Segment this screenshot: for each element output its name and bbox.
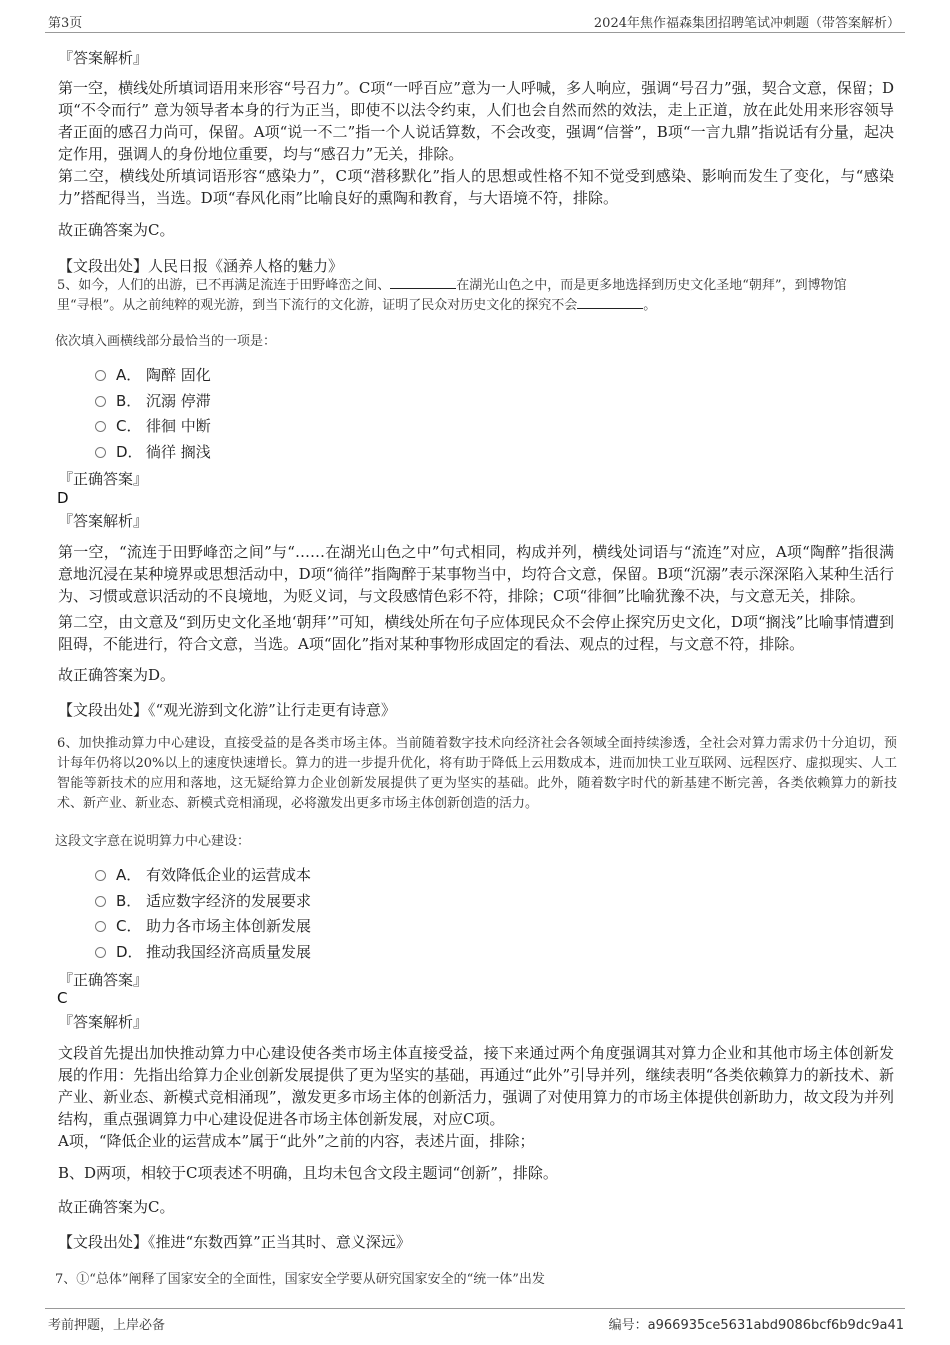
q6-analysis-label: 『答案解析』	[58, 1013, 149, 1031]
q5-source: 【文段出处】《“观光游到文化游”让行走更有诗意》	[58, 701, 396, 719]
radio-icon[interactable]	[95, 921, 106, 932]
q5-stem: 5、如今，人们的出游，已不再满足流连于田野峰峦之间、 在湖光山色之中，而是更多地选择到历史文化圣地“朝拜”，到博物馆 里“寻根”。从之前纯粹的观光游，到当下流行的文化游，证明了民众对历史文化的探究不会 。	[57, 278, 847, 313]
radio-icon[interactable]	[95, 947, 106, 958]
q6-analysis-p1: 文段首先提出加快推动算力中心建设使各类市场主体直接受益，接下来通过两个角度强调其对算力企业和其他市场主体创新发展的作用：先指出给算力企业创新发展提供了更为坚实的基础，再通过“此外”引导并列，继续表明“各类依赖算力的新技术、新产业、新业态、新模式竞相涌现”，激发更多市场主体的创新活力，强调了对使用算力的市场主体提供创新助力，故文段为并列结构，重点强调算力中心建设促进各市场主体创新发展，对应C项。	[58, 1044, 894, 1128]
radio-icon[interactable]	[95, 870, 106, 881]
radio-icon[interactable]	[95, 396, 106, 407]
q6-conclusion: 故正确答案为C。	[58, 1198, 175, 1216]
q5-analysis-p1: 第一空，“流连于田野峰峦之间”与“……在湖光山色之中”句式相同，构成并列，横线处词语与“流连”对应，A项“陶醉”指很满意地沉浸在某种境界或思想活动中，D项“徜徉”指陶醉于某事物当中，均符合文意，保留。B项“沉溺”表示深深陷入某种生活行为、习惯或意识活动的不良境地，为贬义词，与文段感情色彩不符，排除；C项“徘徊”比喻犹豫不决，与文意无关，排除。	[58, 543, 894, 605]
document-code: 编号：a966935ce5631abd9086bcf6b9dc9a41	[608, 1318, 904, 1333]
q5-option-c[interactable]: C． 徘徊 中断	[95, 415, 211, 435]
q5-prompt: 依次填入画横线部分最恰当的一项是：	[55, 334, 277, 349]
q5-analysis-p2: 第二空，由文意及“到历史文化圣地‘朝拜’”可知，横线处所在句子应体现民众不会停止探究历史文化，D项“搁浅”比喻事情遭到阻碍，不能进行，符合文意，当选。A项“固化”指对某种事物形成固定的看法、观点的过程，与文意不符，排除。	[58, 613, 894, 653]
q6-stem: 6、加快推动算力中心建设，直接受益的是各类市场主体。当前随着数字技术向经济社会各领域全面持续渗透，全社会对算力需求仍十分迫切，预计每年仍将以20%以上的速度快速增长。算力的进一步提升优化，将有助于降低上云用数成本，进而加快工业互联网、远程医疗、虚拟现实、人工智能等新技术的应用和落地，这无疑给算力企业创新发展提供了更为坚实的基础。此外，随着数字时代的新基建不断完善，各类依赖算力的新技术、新产业、新业态、新模式竞相涌现，必将激发出更多市场主体创新创造的活力。	[57, 736, 897, 811]
page-number: 第3页	[48, 16, 83, 31]
q4-source: 【文段出处】人民日报《涵养人格的魅力》	[58, 257, 344, 275]
radio-icon[interactable]	[95, 421, 106, 432]
q6-answer-label: 『正确答案』	[58, 971, 149, 989]
q5-option-a[interactable]: A． 陶醉 固化	[95, 364, 211, 384]
q6-option-d[interactable]: D． 推动我国经济高质量发展	[95, 941, 311, 961]
q5-blank-2	[577, 296, 643, 309]
q5-answer: D	[57, 489, 69, 507]
q5-conclusion: 故正确答案为D。	[58, 666, 176, 684]
q6-answer: C	[57, 989, 68, 1007]
q4-analysis-p2: 第二空，横线处所填词语形容“感染力”，C项“潜移默化”指人的思想或性格不知不觉受到感染、影响而发生了变化，与“感染力”搭配得当，当选。D项“春风化雨”比喻良好的熏陶和教育，与大语境不符，排除。	[58, 167, 894, 207]
q6-analysis-p2: A项，“降低企业的运营成本”属于“此外”之前的内容，表述片面，排除；	[58, 1132, 535, 1150]
radio-icon[interactable]	[95, 447, 106, 458]
q4-analysis-label: 『答案解析』	[58, 49, 149, 67]
q7-stem: 7、①“总体”阐释了国家安全的全面性，国家安全学要从研究国家安全的“统一体”出发	[55, 1272, 545, 1287]
q5-blank-1	[390, 276, 456, 289]
q5-option-d[interactable]: D． 徜徉 搁浅	[95, 441, 211, 461]
q6-option-a[interactable]: A． 有效降低企业的运营成本	[95, 864, 311, 884]
radio-icon[interactable]	[95, 370, 106, 381]
q5-analysis-label: 『答案解析』	[58, 512, 149, 530]
document-title: 2024年焦作福森集团招聘笔试冲刺题（带答案解析）	[593, 16, 900, 31]
footer-divider	[45, 1308, 905, 1309]
radio-icon[interactable]	[95, 896, 106, 907]
q4-analysis-p1: 第一空，横线处所填词语用来形容“号召力”。C项“一呼百应”意为一人呼喊，多人响应，强调“号召力”强，契合文意，保留；D项“不令而行” 意为领导者本身的行为正当，即使不以法令约束，人们也会自然而然的效法，走上正道，放在此处用来形容领导者正面的感召力尚可，保留。A项“说一不二”指一个人说话算数，不会改变，强调“信誉”，B项“一言九鼎”指说话有分量，起决定作用，强调人的身份地位重要，均与“感召力”无关，排除。	[58, 79, 894, 163]
q6-option-c[interactable]: C． 助力各市场主体创新发展	[95, 915, 311, 935]
q5-answer-label: 『正确答案』	[58, 470, 149, 488]
header-divider	[45, 32, 905, 33]
q5-option-b[interactable]: B． 沉溺 停滞	[95, 390, 211, 410]
q4-conclusion: 故正确答案为C。	[58, 221, 175, 239]
q6-option-b[interactable]: B． 适应数字经济的发展要求	[95, 890, 311, 910]
q6-analysis-p3: B、D两项，相较于C项表述不明确，且均未包含文段主题词“创新”，排除。	[58, 1164, 558, 1182]
footer-slogan: 考前押题，上岸必备	[48, 1318, 166, 1333]
q6-source: 【文段出处】《推进“东数西算”正当其时、意义深远》	[58, 1233, 411, 1251]
q6-prompt: 这段文字意在说明算力中心建设：	[55, 834, 251, 849]
